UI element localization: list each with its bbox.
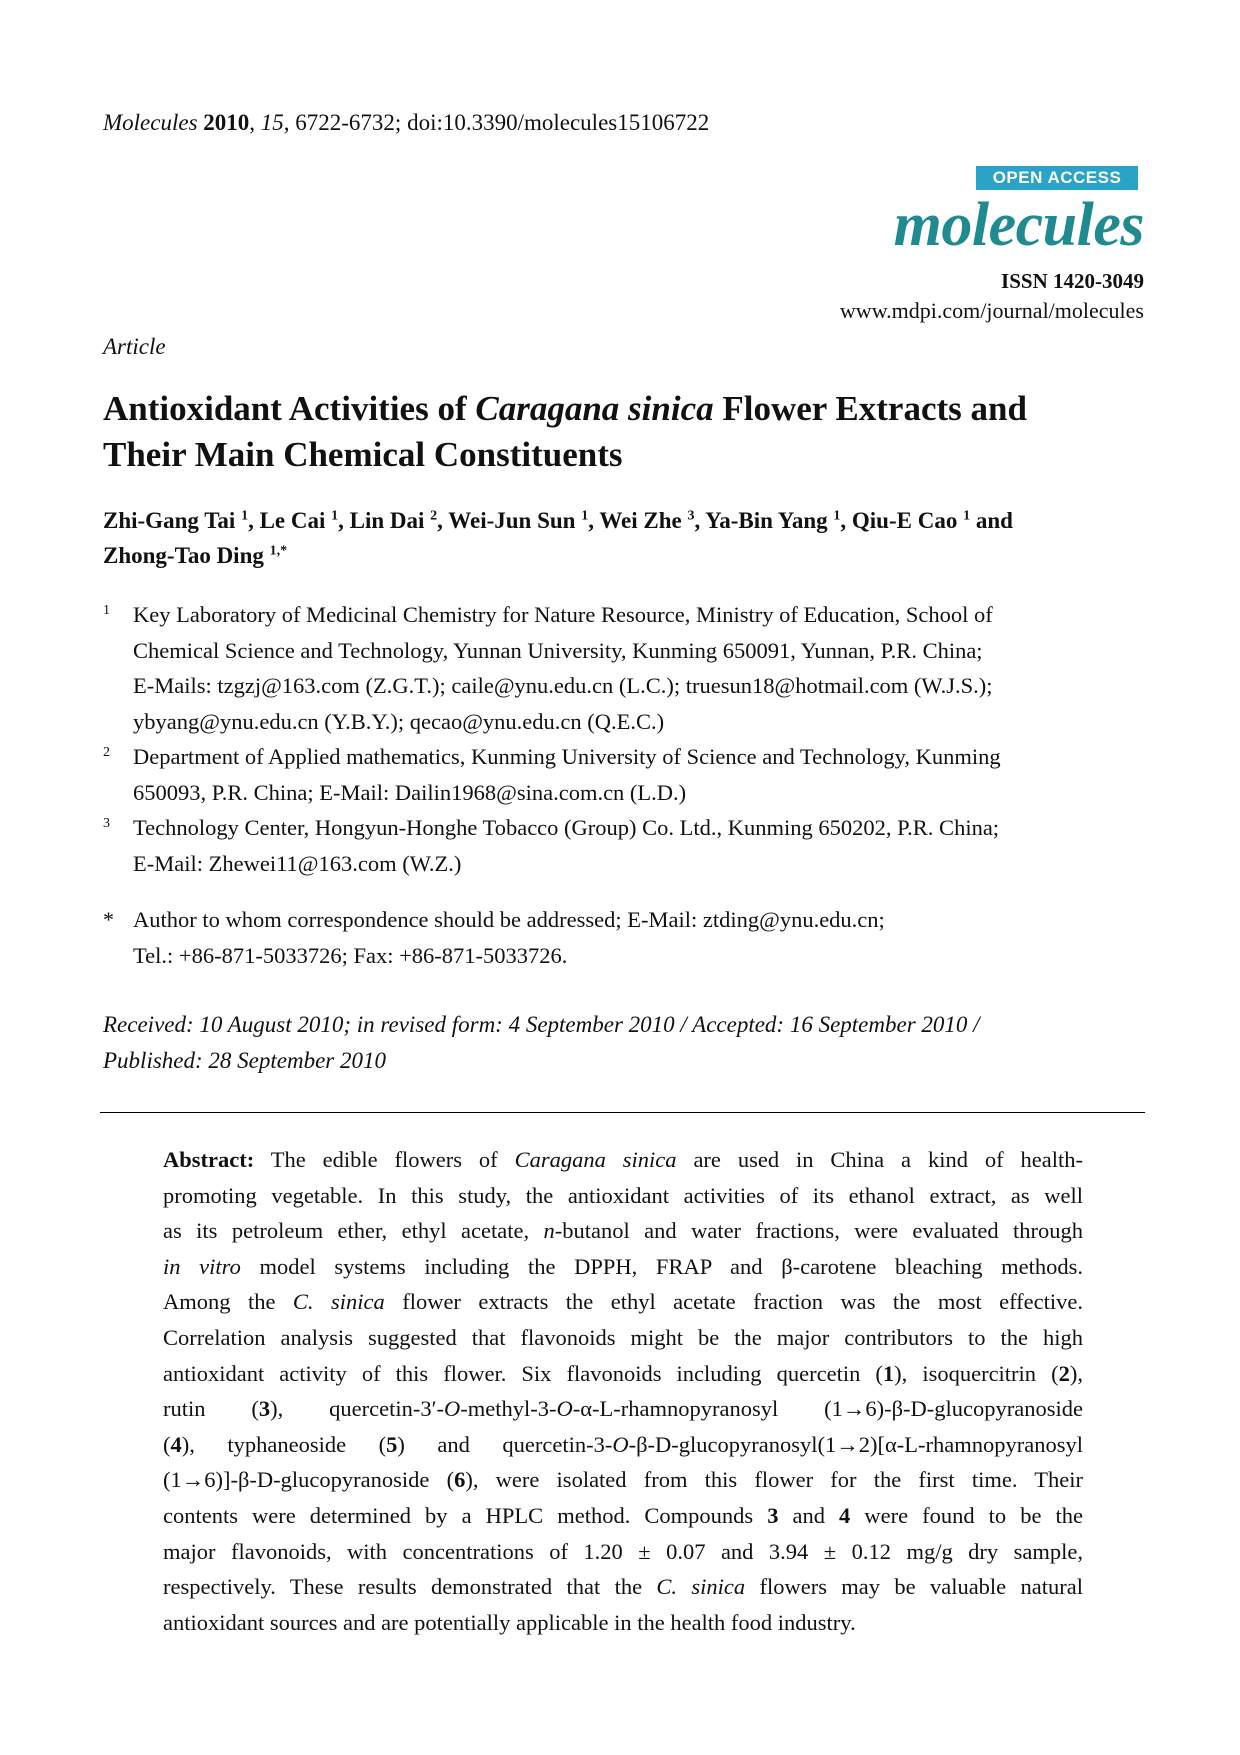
journal-url[interactable]: www.mdpi.com/journal/molecules xyxy=(839,298,1144,323)
issn: ISSN 1420-3049 xyxy=(1001,269,1144,293)
divider xyxy=(100,1112,1145,1113)
publication-dates: Received: 10 August 2010; in revised form: 4 September 2010 / Accepted: 16 September 2010 / Published: 28 September 2010 xyxy=(103,1012,980,1073)
title-part1: Antioxidant Activities of xyxy=(103,389,476,428)
journal-name: Molecules xyxy=(103,110,198,135)
abstract: Abstract: The edible flowers of Caragana sinica are used in China a kind of health- promoting vegetable. In this study, the antioxidant activities of its ethanol extract, as well as its petroleum ether, ethyl acetate, n-butanol and water fractions, were evaluated through in vitro model systems including the DPPH, FRAP and β-carotene bleaching methods. Among the C. sinica flower extracts the ethyl acetate fraction was the most effective. Correlation analysis suggested that flavonoids might be the major contributors to the high antioxidant activity of this flower. Six flavonoids including quercetin (1), isoquercitrin (2), rutin (3), quercetin-3′-O-methyl-3-O-α-L-rhamnopyranosyl (1→6)-β-D-glucopyranoside (4), typhaneoside (5) and quercetin-3-O-β-D-glucopyranosyl(1→2)[α-L-rhamnopyranosyl (1→6)]-β-D-glucopyranoside (6), were isolated from this flower for the first time. Their contents were determined by a HPLC method. Compounds 3 and 4 were found to be the major flavonoids, with concentrations of 1.20 ± 0.07 and 3.94 ± 0.12 mg/g dry sample, respectively. These results demonstrated that the C. sinica flowers may be valuable natural antioxidant sources and are potentially applicable in the health food industry. xyxy=(163,1147,1084,1635)
journal-logo: molecules xyxy=(893,191,1144,259)
author: Zhong-Tao Ding $^{1,*}$ xyxy=(103,543,288,568)
article-type: Article xyxy=(103,334,166,359)
year: 2010 xyxy=(203,110,250,135)
asterisk-mark: * xyxy=(103,907,114,932)
author: Lin Dai $^2$, xyxy=(349,508,449,533)
affiliation-2: 2 Department of Applied mathematics, Kunming University of Science and Technology, Kunming 650093, P.R. China; E-Mail: Dailin1968@sina.com.cn (L.D.) xyxy=(103,739,1143,810)
affiliation-mark: 3 xyxy=(103,816,110,831)
title-line2: Their Main Chemical Constituents xyxy=(103,435,623,474)
pages-doi: , 6722-6732; doi:10.3390/molecules15106722 xyxy=(283,110,710,135)
title-part2: Flower Extracts and xyxy=(713,389,1027,428)
author: Wei Zhe $^3$, xyxy=(599,508,706,533)
affiliation-mark: 2 xyxy=(103,745,110,760)
affiliation-3: 3 Technology Center, Hongyun-Honghe Tobacco (Group) Co. Ltd., Kunming 650202, P.R. China; E-Mail: Zhewei11@163.com (W.Z.) xyxy=(103,810,1143,881)
author: Zhi-Gang Tai $^1$, xyxy=(103,508,260,533)
affiliation-mark: 1 xyxy=(103,603,110,618)
affiliation-1: 1 Key Laboratory of Medicinal Chemistry for Nature Resource, Ministry of Education, School of Chemical Science and Technology, Yunnan University, Kunming 650091, Yunnan, P.R. China; E-Mails: tzgzj@163.com (Z.G.T.); caile@ynu.edu.cn (L.C.); truesun18@hotmail.com (W.J.S.); ybyang@ynu.edu.cn (Y.B.Y.); qecao@ynu.edu.cn (Q.E.C.) xyxy=(103,597,1143,739)
citation-header: Molecules 2010, 15, 6722-6732; doi:10.3390/molecules15106722 xyxy=(103,110,710,135)
author: Ya-Bin Yang $^1$, xyxy=(705,508,852,533)
author-list xyxy=(103,503,1143,573)
paper-title xyxy=(103,386,1143,478)
author: Qiu-E Cao $^1$ and xyxy=(851,508,1013,533)
title-species: Caragana sinica xyxy=(475,389,714,428)
abstract-label: Abstract: xyxy=(163,1147,255,1172)
volume: 15 xyxy=(260,110,284,135)
author: Le Cai $^1$, xyxy=(259,508,350,533)
correspondence-note: * Author to whom correspondence should be addressed; E-Mail: ztding@ynu.edu.cn; Tel.: +86-871-5033726; Fax: +86-871-5033726. xyxy=(103,902,1143,973)
open-access-badge: OPEN ACCESS xyxy=(976,166,1138,190)
author: Wei-Jun Sun $^1$, xyxy=(448,508,600,533)
